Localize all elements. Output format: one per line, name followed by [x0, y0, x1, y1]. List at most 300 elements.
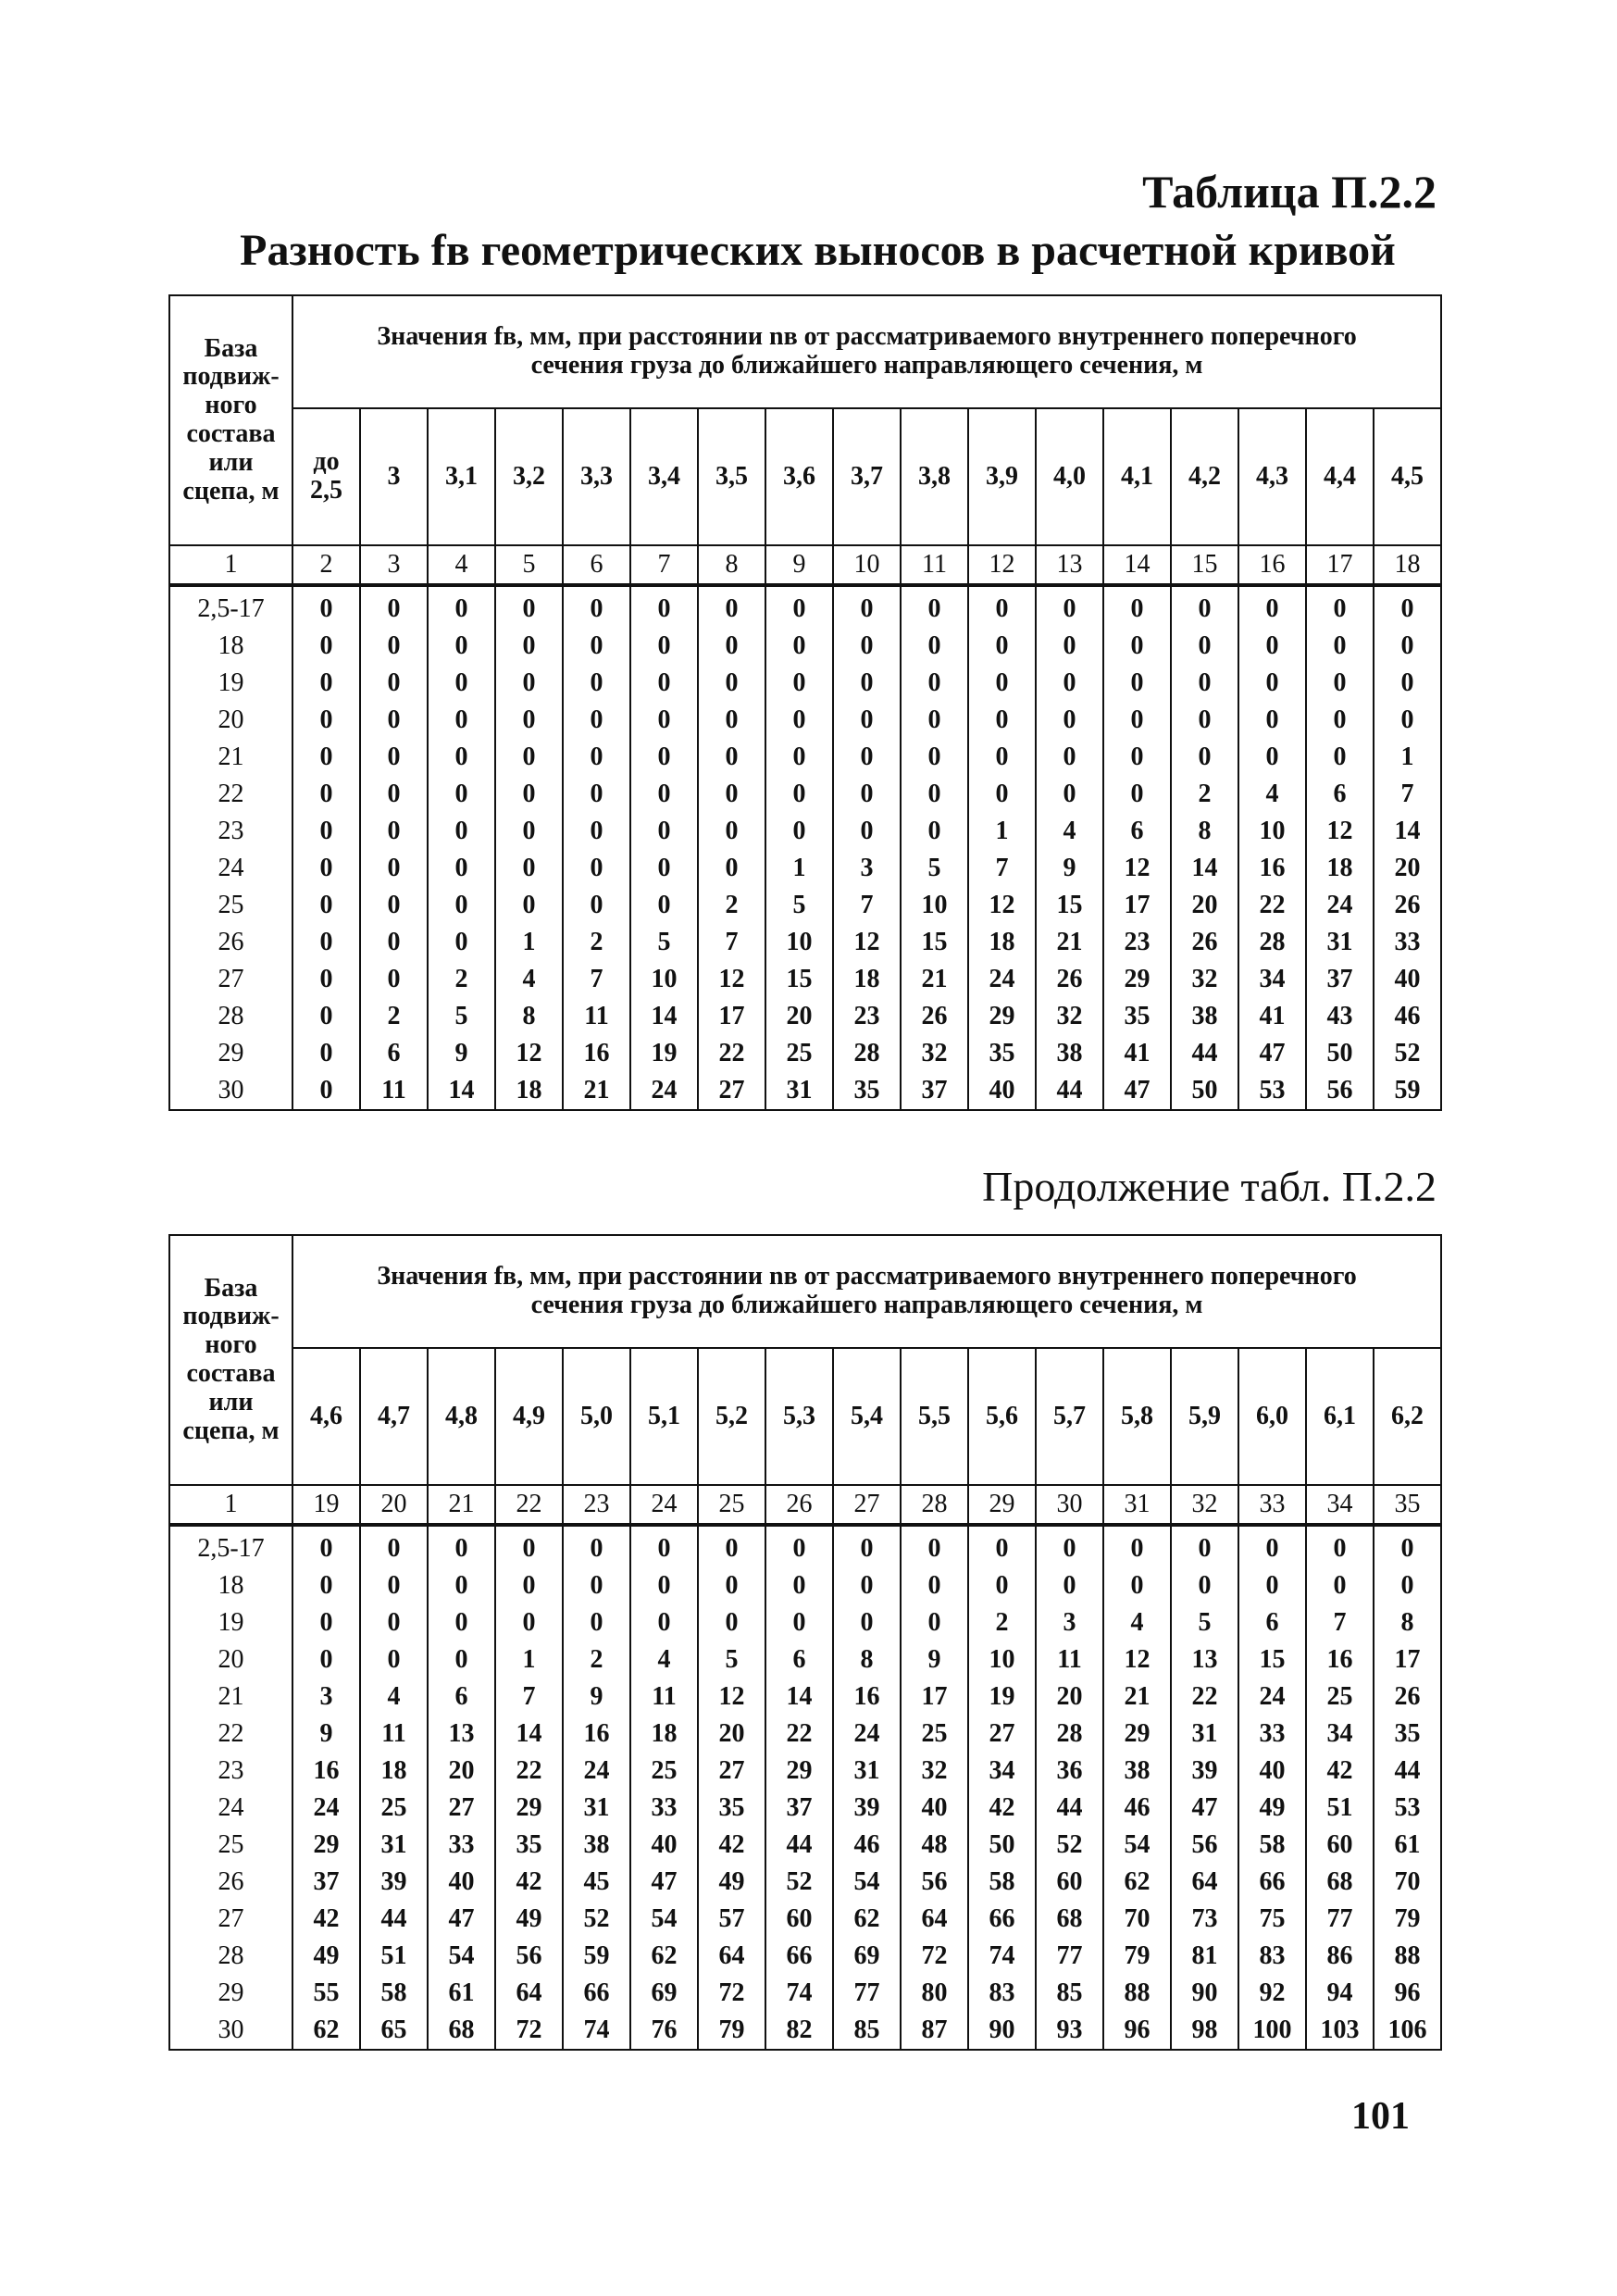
- table-cell: 0: [698, 813, 765, 850]
- table-row: [169, 924, 1441, 961]
- row-base: 29: [169, 1035, 292, 1072]
- table-cell: 0: [360, 961, 428, 998]
- table-cell: 17: [1103, 887, 1171, 924]
- table-row: [169, 1753, 1441, 1790]
- table-cell: 0: [698, 1604, 765, 1641]
- table-cell: 26: [1374, 1678, 1441, 1716]
- group-header: [292, 1235, 1441, 1348]
- table-cell: 0: [630, 813, 698, 850]
- table-cell: 0: [1306, 739, 1374, 776]
- table-cell: 62: [630, 1938, 698, 1975]
- table-cell: 0: [495, 887, 563, 924]
- table-cell: 42: [1306, 1753, 1374, 1790]
- table-cell: 0: [563, 628, 630, 665]
- table-title: Разность fв геометрических выносов в расчетной кривой: [240, 226, 1396, 275]
- table-cell: 4: [360, 1678, 428, 1716]
- table-cell: 75: [1238, 1901, 1306, 1938]
- table-row: [169, 1678, 1441, 1716]
- column-header-value: 5,2: [715, 1401, 748, 1430]
- table-cell: 20: [1171, 887, 1238, 924]
- table-cell: 0: [495, 1604, 563, 1641]
- column-header-value: 4,3: [1256, 461, 1288, 491]
- column-number: 1: [169, 1485, 292, 1525]
- table-cell: 31: [765, 1072, 833, 1110]
- page-number: 101: [1351, 2095, 1410, 2138]
- table-cell: 0: [968, 739, 1036, 776]
- table-cell: 24: [968, 961, 1036, 998]
- group-header-line2: сечения груза до ближайшего направляющего сечения, м: [530, 351, 1203, 380]
- table-cell: 0: [563, 1604, 630, 1641]
- table-cell: 7: [1374, 776, 1441, 813]
- table-cell: 47: [630, 1864, 698, 1901]
- table-cell: 0: [1306, 628, 1374, 665]
- table-cell: 8: [1171, 813, 1238, 850]
- table-cell: 29: [495, 1790, 563, 1827]
- table-cell: 0: [360, 739, 428, 776]
- table-cell: 0: [563, 1525, 630, 1567]
- table-cell: 77: [1306, 1901, 1374, 1938]
- column-header: [1036, 408, 1103, 545]
- table-cell: 0: [428, 1525, 495, 1567]
- column-number: 2: [292, 545, 360, 585]
- table-cell: 0: [360, 1641, 428, 1678]
- stub-header-line: База: [204, 1273, 258, 1303]
- column-number: 21: [428, 1485, 495, 1525]
- table-cell: 11: [630, 1678, 698, 1716]
- table-cell: 31: [1306, 924, 1374, 961]
- stub-header-line: сцепа, м: [182, 1416, 280, 1445]
- table-cell: 42: [698, 1827, 765, 1864]
- table-cell: 0: [698, 1567, 765, 1604]
- table-cell: 49: [292, 1938, 360, 1975]
- column-header: [630, 408, 698, 545]
- table-cell: 12: [698, 961, 765, 998]
- table-cell: 47: [1171, 1790, 1238, 1827]
- table-cell: 90: [968, 2012, 1036, 2050]
- column-number: 22: [495, 1485, 563, 1525]
- table-cell: 0: [360, 1567, 428, 1604]
- column-header: [630, 1348, 698, 1485]
- table-cell: 16: [1306, 1641, 1374, 1678]
- column-header-value: 3,9: [986, 461, 1018, 491]
- table-cell: 2: [563, 924, 630, 961]
- table-cell: 6: [428, 1678, 495, 1716]
- table-cell: 31: [833, 1753, 901, 1790]
- table-cell: 25: [901, 1716, 968, 1753]
- table-cell: 0: [630, 665, 698, 702]
- table-cell: 0: [968, 585, 1036, 628]
- table-cell: 21: [901, 961, 968, 998]
- row-base: 23: [169, 813, 292, 850]
- table-cell: 24: [1238, 1678, 1306, 1716]
- table-cell: 0: [360, 924, 428, 961]
- table-cell: 19: [968, 1678, 1036, 1716]
- table-cell: 68: [1306, 1864, 1374, 1901]
- table-row: [169, 1901, 1441, 1938]
- table-cell: 44: [360, 1901, 428, 1938]
- table-cell: 17: [901, 1678, 968, 1716]
- table-cell: 0: [292, 665, 360, 702]
- table-cell: 0: [292, 961, 360, 998]
- table-cell: 0: [428, 776, 495, 813]
- table-cell: 94: [1306, 1975, 1374, 2012]
- row-base: 22: [169, 1716, 292, 1753]
- column-header-value: 3,3: [580, 461, 613, 491]
- table-cell: 46: [1103, 1790, 1171, 1827]
- table-cell: 74: [765, 1975, 833, 2012]
- table-cell: 54: [630, 1901, 698, 1938]
- column-number: 29: [968, 1485, 1036, 1525]
- table-cell: 0: [428, 1641, 495, 1678]
- column-number: 14: [1103, 545, 1171, 585]
- column-header: [901, 408, 968, 545]
- table-cell: 20: [765, 998, 833, 1035]
- table-cell: 0: [1171, 702, 1238, 739]
- column-header-value: 5,9: [1188, 1401, 1221, 1430]
- table-cell: 0: [292, 628, 360, 665]
- table-cell: 0: [428, 813, 495, 850]
- table-cell: 11: [563, 998, 630, 1035]
- stub-header-line: подвиж-: [182, 362, 280, 392]
- column-number: 25: [698, 1485, 765, 1525]
- table-cell: 25: [1306, 1678, 1374, 1716]
- table-cell: 1: [495, 1641, 563, 1678]
- column-header: [968, 408, 1036, 545]
- table-cell: 0: [901, 776, 968, 813]
- table-cell: 0: [698, 1525, 765, 1567]
- table-cell: 59: [563, 1938, 630, 1975]
- column-header-value: 3,1: [445, 461, 478, 491]
- table-cell: 37: [765, 1790, 833, 1827]
- column-number: 35: [1374, 1485, 1441, 1525]
- table-cell: 5: [630, 924, 698, 961]
- table-cell: 0: [698, 776, 765, 813]
- table-cell: 52: [1036, 1827, 1103, 1864]
- table-cell: 47: [428, 1901, 495, 1938]
- column-number: 15: [1171, 545, 1238, 585]
- table-cell: 0: [1036, 702, 1103, 739]
- row-base: 20: [169, 702, 292, 739]
- table-cell: 2: [563, 1641, 630, 1678]
- row-base: 29: [169, 1975, 292, 2012]
- row-base: 22: [169, 776, 292, 813]
- table-cell: 15: [1238, 1641, 1306, 1678]
- table-cell: 0: [360, 585, 428, 628]
- table-cell: 0: [833, 1604, 901, 1641]
- table-cell: 11: [1036, 1641, 1103, 1678]
- table-cell: 66: [1238, 1864, 1306, 1901]
- column-number: 23: [563, 1485, 630, 1525]
- table-cell: 0: [698, 628, 765, 665]
- table-cell: 0: [1103, 702, 1171, 739]
- column-header-value: 5,8: [1121, 1401, 1153, 1430]
- table-cell: 0: [495, 850, 563, 887]
- table-cell: 4: [630, 1641, 698, 1678]
- table-cell: 38: [563, 1827, 630, 1864]
- column-number: 5: [495, 545, 563, 585]
- table-cell: 0: [968, 628, 1036, 665]
- table-cell: 0: [1374, 628, 1441, 665]
- column-number: 16: [1238, 545, 1306, 585]
- table-cell: 0: [630, 887, 698, 924]
- table-cell: 0: [1036, 665, 1103, 702]
- table-cell: 0: [630, 585, 698, 628]
- table-cell: 0: [901, 585, 968, 628]
- column-header-value: 4,2: [1188, 461, 1221, 491]
- column-header: [495, 1348, 563, 1485]
- table-cell: 62: [292, 2012, 360, 2050]
- column-header-value: 4,7: [378, 1401, 410, 1430]
- stub-header-line: сцепа, м: [182, 476, 280, 505]
- table-cell: 0: [833, 702, 901, 739]
- table-row: [169, 776, 1441, 813]
- table-cell: 87: [901, 2012, 968, 2050]
- table-cell: 34: [1306, 1716, 1374, 1753]
- row-base: 18: [169, 628, 292, 665]
- column-number: 1: [169, 545, 292, 585]
- table-cell: 0: [1036, 1567, 1103, 1604]
- table-cell: 56: [495, 1938, 563, 1975]
- table-cell: 0: [495, 702, 563, 739]
- table-cell: 0: [292, 850, 360, 887]
- table-cell: 0: [1171, 665, 1238, 702]
- table-cell: 6: [1238, 1604, 1306, 1641]
- table-cell: 0: [292, 1567, 360, 1604]
- column-header: [833, 1348, 901, 1485]
- table-cell: 0: [833, 739, 901, 776]
- row-base: 27: [169, 961, 292, 998]
- table-cell: 0: [1238, 702, 1306, 739]
- column-header: [901, 1348, 968, 1485]
- table-cell: 56: [1171, 1827, 1238, 1864]
- table-cell: 0: [1374, 665, 1441, 702]
- table-cell: 0: [901, 1604, 968, 1641]
- table-label: Таблица П.2.2: [1142, 166, 1437, 218]
- table-row: [169, 1035, 1441, 1072]
- table-row: [169, 1716, 1441, 1753]
- table-cell: 21: [1036, 924, 1103, 961]
- row-base: 21: [169, 1678, 292, 1716]
- table-cell: 66: [765, 1938, 833, 1975]
- column-header: [1171, 1348, 1238, 1485]
- table-cell: 0: [360, 1604, 428, 1641]
- row-base: 20: [169, 1641, 292, 1678]
- table-cell: 21: [563, 1072, 630, 1110]
- table-cell: 10: [765, 924, 833, 961]
- table-cell: 58: [1238, 1827, 1306, 1864]
- table-cell: 0: [1103, 776, 1171, 813]
- table-cell: 0: [698, 850, 765, 887]
- table-cell: 0: [1103, 739, 1171, 776]
- table-cell: 81: [1171, 1938, 1238, 1975]
- table-cell: 40: [630, 1827, 698, 1864]
- row-base: 24: [169, 850, 292, 887]
- table-cell: 40: [1238, 1753, 1306, 1790]
- column-header-value: 6,1: [1324, 1401, 1356, 1430]
- table-cell: 18: [630, 1716, 698, 1753]
- table-cell: 14: [630, 998, 698, 1035]
- table-cell: 50: [1171, 1072, 1238, 1110]
- column-header: [833, 408, 901, 545]
- table-cell: 0: [1103, 585, 1171, 628]
- table-cell: 64: [901, 1901, 968, 1938]
- table-cell: 0: [1103, 665, 1171, 702]
- table-cell: 0: [563, 1567, 630, 1604]
- column-header-value: 3,6: [783, 461, 815, 491]
- table-cell: 0: [833, 1567, 901, 1604]
- table-cell: 52: [563, 1901, 630, 1938]
- column-header: [360, 408, 428, 545]
- column-header-value: 6,0: [1256, 1401, 1288, 1430]
- table-cell: 32: [1171, 961, 1238, 998]
- table-cell: 0: [428, 585, 495, 628]
- table-cell: 0: [698, 665, 765, 702]
- row-base: 24: [169, 1790, 292, 1827]
- table-cell: 0: [495, 1567, 563, 1604]
- row-base: 19: [169, 665, 292, 702]
- table-cell: 72: [698, 1975, 765, 2012]
- column-header: [360, 1348, 428, 1485]
- table-cell: 54: [428, 1938, 495, 1975]
- column-header: [1306, 408, 1374, 545]
- stub-header-line: ного: [205, 391, 257, 420]
- table-cell: 0: [1171, 628, 1238, 665]
- table-cell: 41: [1238, 998, 1306, 1035]
- table-cell: 5: [698, 1641, 765, 1678]
- table-cell: 0: [292, 702, 360, 739]
- table-cell: 25: [360, 1790, 428, 1827]
- table-cell: 9: [901, 1641, 968, 1678]
- row-base: 27: [169, 1901, 292, 1938]
- table-cell: 13: [428, 1716, 495, 1753]
- continuation-table: [168, 1234, 1442, 2051]
- table-cell: 65: [360, 2012, 428, 2050]
- table-cell: 0: [1238, 1525, 1306, 1567]
- column-number: 8: [698, 545, 765, 585]
- table-cell: 0: [292, 1525, 360, 1567]
- table-cell: 0: [1374, 1567, 1441, 1604]
- table-cell: 0: [968, 665, 1036, 702]
- table-cell: 0: [360, 850, 428, 887]
- table-cell: 2: [698, 887, 765, 924]
- table-cell: 12: [1306, 813, 1374, 850]
- table-cell: 40: [901, 1790, 968, 1827]
- table-row: [169, 1864, 1441, 1901]
- table-cell: 85: [1036, 1975, 1103, 2012]
- table-cell: 0: [563, 702, 630, 739]
- table-cell: 17: [1374, 1641, 1441, 1678]
- table-cell: 28: [1036, 1716, 1103, 1753]
- row-base: 25: [169, 1827, 292, 1864]
- table-cell: 0: [901, 628, 968, 665]
- table-cell: 0: [360, 628, 428, 665]
- group-header-line2: сечения груза до ближайшего направляющего сечения, м: [530, 1291, 1203, 1319]
- table-cell: 22: [1171, 1678, 1238, 1716]
- table-cell: 53: [1374, 1790, 1441, 1827]
- table-cell: 20: [1374, 850, 1441, 887]
- table-cell: 5: [765, 887, 833, 924]
- table-cell: 77: [1036, 1938, 1103, 1975]
- group-header-line1: Значения fв, мм, при расстоянии nв от рассматриваемого внутреннего поперечного: [377, 1262, 1357, 1292]
- table-cell: 28: [1238, 924, 1306, 961]
- table-cell: 42: [292, 1901, 360, 1938]
- table-cell: 11: [360, 1716, 428, 1753]
- table-cell: 0: [428, 739, 495, 776]
- table-cell: 5: [901, 850, 968, 887]
- table-cell: 0: [630, 1525, 698, 1567]
- table-cell: 6: [360, 1035, 428, 1072]
- table-row: [169, 887, 1441, 924]
- table-cell: 88: [1103, 1975, 1171, 2012]
- table-row: [169, 665, 1441, 702]
- table-cell: 5: [1171, 1604, 1238, 1641]
- table-cell: 12: [1103, 1641, 1171, 1678]
- table-cell: 49: [495, 1901, 563, 1938]
- table-cell: 40: [1374, 961, 1441, 998]
- table-cell: 27: [698, 1753, 765, 1790]
- table-cell: 0: [563, 850, 630, 887]
- table-cell: 0: [698, 739, 765, 776]
- table-cell: 0: [1238, 628, 1306, 665]
- table-cell: 15: [901, 924, 968, 961]
- table-cell: 0: [360, 776, 428, 813]
- table-cell: 14: [765, 1678, 833, 1716]
- table-cell: 0: [901, 813, 968, 850]
- table-cell: 1: [968, 813, 1036, 850]
- column-number: 11: [901, 545, 968, 585]
- table-cell: 12: [495, 1035, 563, 1072]
- table-cell: 0: [630, 1567, 698, 1604]
- table-cell: 14: [1374, 813, 1441, 850]
- table-cell: 17: [698, 998, 765, 1035]
- row-base: 21: [169, 739, 292, 776]
- column-header-value: 3,4: [648, 461, 680, 491]
- table-cell: 46: [1374, 998, 1441, 1035]
- table-cell: 0: [630, 702, 698, 739]
- table-cell: 0: [1036, 1525, 1103, 1567]
- table-cell: 38: [1171, 998, 1238, 1035]
- column-number: 12: [968, 545, 1036, 585]
- table-cell: 0: [901, 1525, 968, 1567]
- table-cell: 44: [765, 1827, 833, 1864]
- table-cell: 61: [1374, 1827, 1441, 1864]
- column-header-value: 6,2: [1391, 1401, 1424, 1430]
- main-table: [168, 294, 1442, 1111]
- table-cell: 0: [1036, 628, 1103, 665]
- table-cell: 39: [833, 1790, 901, 1827]
- table-row: [169, 813, 1441, 850]
- row-base: 30: [169, 1072, 292, 1110]
- table-cell: 0: [765, 702, 833, 739]
- table-cell: 0: [630, 739, 698, 776]
- table-cell: 39: [1171, 1753, 1238, 1790]
- table-cell: 57: [698, 1901, 765, 1938]
- table-cell: 0: [292, 813, 360, 850]
- table-cell: 0: [1171, 739, 1238, 776]
- table-cell: 4: [1238, 776, 1306, 813]
- table-cell: 79: [698, 2012, 765, 2050]
- table-cell: 0: [765, 813, 833, 850]
- table-cell: 0: [428, 850, 495, 887]
- column-header-value: 5,6: [986, 1401, 1018, 1430]
- table-cell: 0: [765, 739, 833, 776]
- table-cell: 18: [495, 1072, 563, 1110]
- table-cell: 60: [1306, 1827, 1374, 1864]
- column-header: [428, 1348, 495, 1485]
- table-cell: 100: [1238, 2012, 1306, 2050]
- table-cell: 92: [1238, 1975, 1306, 2012]
- table-cell: 9: [292, 1716, 360, 1753]
